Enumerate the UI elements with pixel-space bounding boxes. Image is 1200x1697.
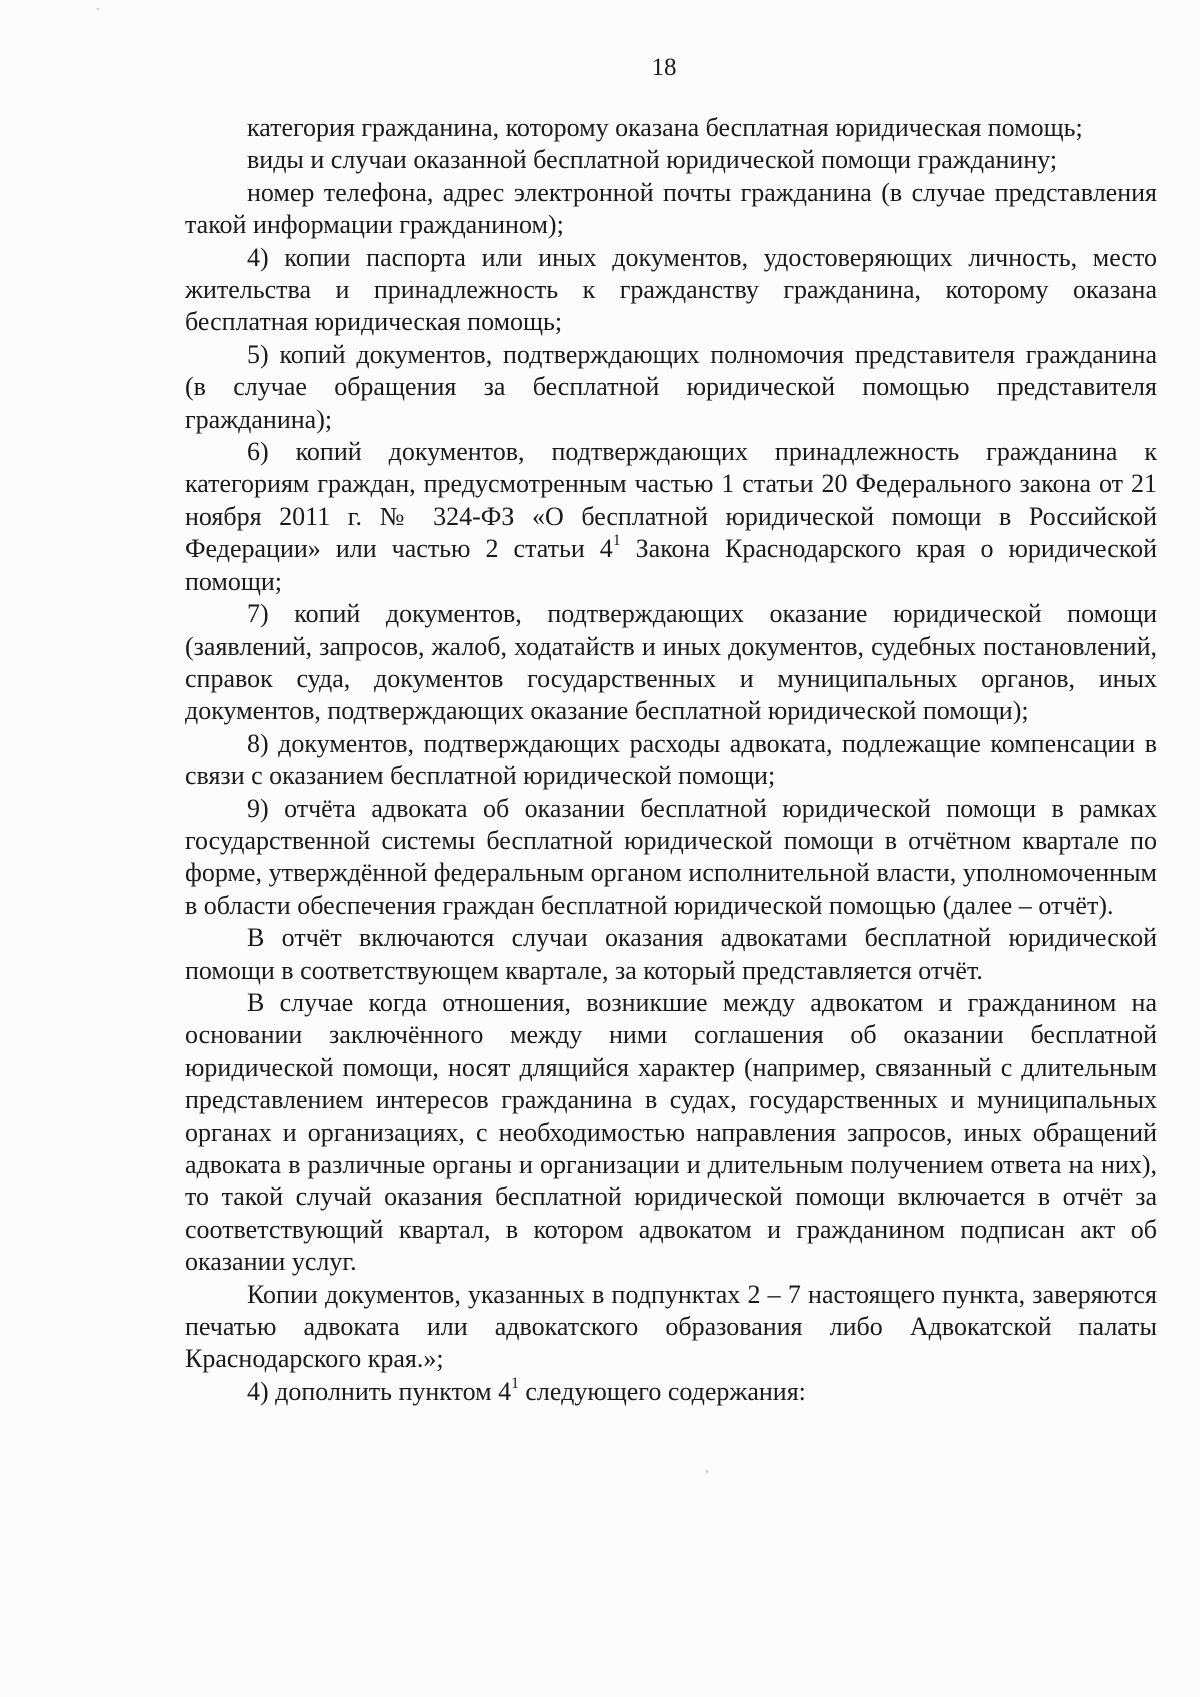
page-number: 18 [651, 54, 677, 81]
paragraph-item-8: 8) документов, подтверждающих расходы адвоката, подлежащие компенсации в связи с оказанием бесплатной юридической помощи; [185, 728, 1157, 791]
paragraph-report-inclusion: В отчёт включаются случаи оказания адвокатами бесплатной юридической помощи в соответствующем квартале, за который представляется отчёт. [185, 923, 1157, 985]
paragraph-add-item-text: 4) дополнить пунктом 4 [247, 1376, 512, 1406]
paragraph-citizen-category: категория гражданина, которому оказана бесплатная юридическая помощь; [247, 113, 1083, 142]
paragraph-add-item [185, 1376, 1157, 1408]
paragraph-item-6 [185, 436, 1157, 598]
scan-speck [706, 1470, 708, 1473]
paragraph-item-9: 9) отчёта адвоката об оказании бесплатной юридической помощи в рамках государственной системы бесплатной юридической помощи в отчётном квартале по форме, утверждённой федеральным органом исполнительной власти, уполномоченным в области обеспечения граждан бесплатной юридической помощью (далее – отчёт). [185, 793, 1157, 920]
paragraph-copies-certification: Копии документов, указанных в подпунктах 2 – 7 настоящего пункта, заверяются печатью адвоката или адвокатского образования либо Адвокатской палаты Краснодарского края.»; [185, 1279, 1157, 1374]
superscript: 1 [612, 532, 621, 550]
document-body [185, 112, 1157, 1408]
paragraph-item-4: 4) копии паспорта или иных документов, удостоверяющих личность, место жительства и принадлежность к гражданству гражданина, которому оказана бесплатная юридическая помощь; [185, 242, 1157, 337]
paragraph-add-item-tail: следующего содержания: [518, 1376, 806, 1406]
superscript: 1 [511, 1374, 519, 1392]
paragraph-item-6-text: 6) копий документов, подтверждающих принадлежность гражданина к категориям граждан, предусмотренным частью 1 статьи 20 Федерального закона от 21 ноября 2011 г. № 324-ФЗ «О бесплатной юридической помощи в Российской Федерации» или частью 2 статьи 4 [185, 437, 1157, 564]
paragraph-item-5: 5) копий документов, подтверждающих полномочия представителя гражданина (в случае обращения за бесплатной юридической помощью представителя гражданина); [185, 339, 1157, 434]
paragraph-item-6-tail: Закона Краснодарского края о юридической помощи; [185, 534, 1157, 596]
scan-speck [97, 8, 99, 10]
paragraph-contact-info: номер телефона, адрес электронной почты гражданина (в случае представления такой информации гражданином); [185, 177, 1157, 240]
paragraph-types-of-aid: виды и случаи оказанной бесплатной юридической помощи гражданину; [247, 145, 1058, 175]
paragraph-item-7: 7) копий документов, подтверждающих оказание юридической помощи (заявлений, запросов, жалоб, ходатайств и иных документов, судебных постановлений, справок суда, документов государственных и муниципальных органов, иных документов, подтверждающих оказание бесплатной юридической помощи); [185, 599, 1157, 726]
paragraph-continuing-relations: В случае когда отношения, возникшие между адвокатом и гражданином на основании заключённого между ними соглашения об оказании бесплатной юридической помощи, носят длящийся характер (например, связанный с длительным представлением интересов гражданина в судах, государственных и муниципальных органах и организациях, с необходимостью направления запросов, иных обращений адвоката в различные органы и организации и длительным получением ответа на них), то такой случай оказания бесплатной юридической помощи включается в отчёт за соответствующий квартал, в котором адвокатом и гражданином подписан акт об оказании услуг. [185, 987, 1157, 1277]
